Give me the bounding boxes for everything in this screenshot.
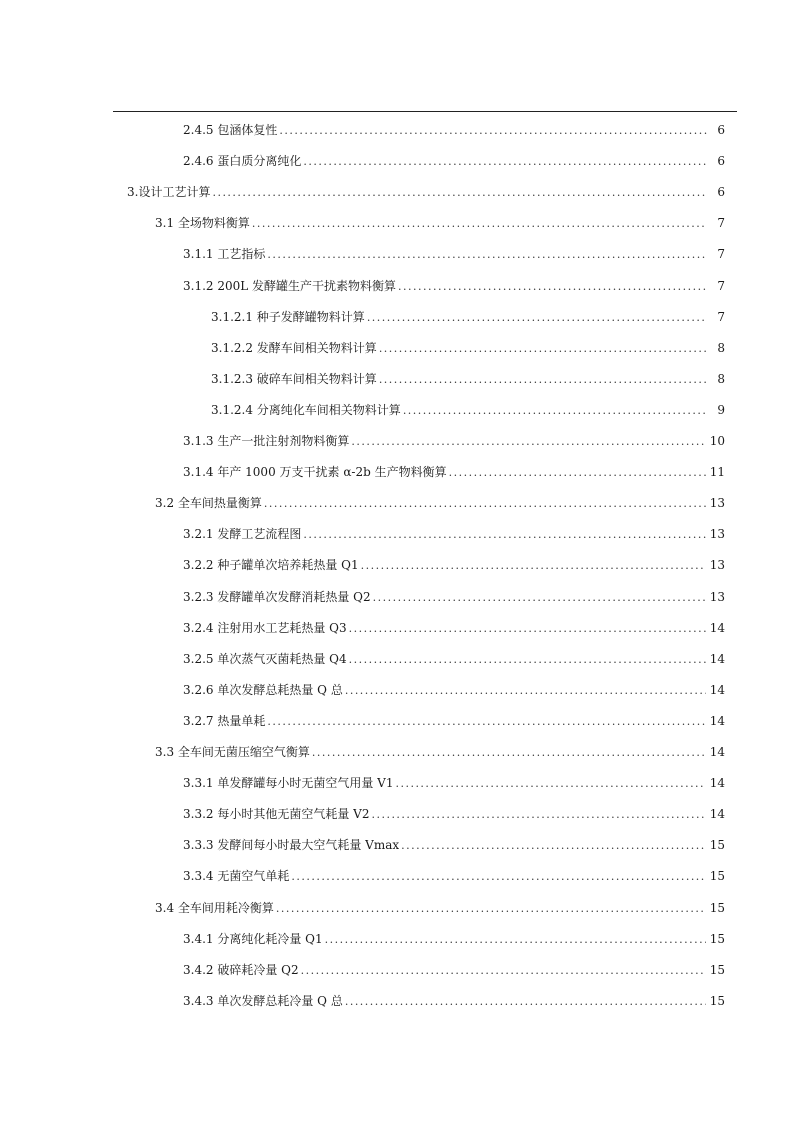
toc-page-number: 15 xyxy=(709,838,725,853)
toc-page-number: 14 xyxy=(709,745,725,759)
toc-entry[interactable] xyxy=(183,618,725,638)
toc-page-number: 10 xyxy=(709,434,725,448)
toc-page-number: 13 xyxy=(709,496,725,511)
toc-entry-label: 3.2.3 发酵罐单次发酵消耗热量 Q2 xyxy=(183,589,371,604)
toc-entry[interactable] xyxy=(183,866,725,886)
toc-dot-leader xyxy=(398,277,707,297)
toc-dot-leader xyxy=(349,619,706,639)
toc-entry-label: 3.2.7 热量单耗 xyxy=(183,713,266,728)
toc-entry-label: 3.3.1 单发酵罐每小时无菌空气用量 V1 xyxy=(183,776,394,791)
toc-dot-leader xyxy=(267,712,705,732)
toc-dot-leader xyxy=(279,121,707,141)
toc-entry[interactable] xyxy=(183,929,725,949)
toc-entry[interactable] xyxy=(183,462,725,482)
toc-entry-label: 3.设计工艺计算 xyxy=(127,185,211,200)
header-rule xyxy=(113,111,737,112)
toc-entry-label: 3.1.2.4 分离纯化车间相关物料计算 xyxy=(211,402,401,417)
toc-dot-leader xyxy=(379,339,707,359)
toc-page-number: 14 xyxy=(709,682,725,697)
toc-dot-leader xyxy=(395,774,705,794)
toc-entry[interactable] xyxy=(155,898,725,918)
toc-entry[interactable] xyxy=(211,400,725,420)
toc-entry[interactable] xyxy=(183,151,725,171)
toc-entry[interactable] xyxy=(155,213,725,233)
toc-page-number: 7 xyxy=(717,216,725,231)
toc-entry-label: 3.2.4 注射用水工艺耗热量 Q3 xyxy=(183,620,347,635)
toc-entry[interactable] xyxy=(211,307,725,327)
toc-entry-label: 2.4.6 蛋白质分离纯化 xyxy=(183,154,302,169)
toc-entry-label: 3.3 全车间无菌压缩空气衡算 xyxy=(155,745,310,759)
toc-page-number: 7 xyxy=(717,309,725,324)
toc-entry[interactable] xyxy=(211,338,725,358)
toc-page-number: 15 xyxy=(709,900,725,915)
toc-page-number: 15 xyxy=(709,869,725,884)
toc-entry-label: 3.4.1 分离纯化耗冷量 Q1 xyxy=(183,931,323,946)
toc-entry[interactable] xyxy=(183,276,725,296)
toc-page-number: 6 xyxy=(717,185,725,200)
toc-dot-leader xyxy=(345,992,706,1012)
toc-entry-label: 3.4 全车间用耗冷衡算 xyxy=(155,900,274,915)
toc-page-number: 7 xyxy=(717,278,725,293)
toc-page-number: 6 xyxy=(717,123,725,137)
toc-entry[interactable] xyxy=(155,742,725,762)
toc-dot-leader xyxy=(367,308,707,328)
toc-dot-leader xyxy=(267,245,707,265)
toc-dot-leader xyxy=(401,836,706,856)
toc-page-number: 8 xyxy=(717,340,725,355)
toc-page-number: 15 xyxy=(709,931,725,946)
toc-entry-label: 3.2.5 单次蒸气灭菌耗热量 Q4 xyxy=(183,651,347,666)
toc-page-number: 14 xyxy=(709,651,725,666)
toc-entry[interactable] xyxy=(183,835,725,855)
toc-dot-leader xyxy=(449,463,706,483)
toc-entry[interactable] xyxy=(183,680,725,700)
toc-page-number: 8 xyxy=(717,371,725,386)
toc-dot-leader xyxy=(303,525,705,545)
toc-entry-label: 3.2.6 单次发酵总耗热量 Q 总 xyxy=(183,682,343,697)
toc-entry[interactable] xyxy=(183,991,725,1011)
toc-dot-leader xyxy=(276,899,706,919)
toc-entry[interactable] xyxy=(183,244,725,264)
toc-entry-label: 3.1 全场物料衡算 xyxy=(155,216,250,231)
toc-entry-label: 3.4.3 单次发酵总耗冷量 Q 总 xyxy=(183,993,343,1008)
toc-entry-label: 3.1.2.2 发酵车间相关物料计算 xyxy=(211,340,377,355)
toc-page-number: 14 xyxy=(709,776,725,791)
toc-entry[interactable] xyxy=(183,555,725,575)
toc-page-number: 14 xyxy=(709,807,725,822)
toc-entry[interactable] xyxy=(183,804,725,824)
toc-entry-label: 3.1.2 200L 发酵罐生产干扰素物料衡算 xyxy=(183,278,397,293)
toc-entry[interactable] xyxy=(183,773,725,793)
toc-page-number: 15 xyxy=(709,993,725,1008)
toc-page-number: 13 xyxy=(709,558,725,573)
toc-entry[interactable] xyxy=(155,493,725,513)
toc-dot-leader xyxy=(303,152,707,172)
toc-page-number: 6 xyxy=(717,154,725,169)
toc-entry-label: 3.2 全车间热量衡算 xyxy=(155,496,262,511)
toc-page-number: 13 xyxy=(709,527,725,542)
toc-page-number: 9 xyxy=(717,402,725,417)
toc-dot-leader xyxy=(291,867,705,887)
toc-entry[interactable] xyxy=(183,587,725,607)
toc-dot-leader xyxy=(379,370,707,390)
toc-entry-label: 3.4.2 破碎耗冷量 Q2 xyxy=(183,962,299,977)
toc-entry[interactable] xyxy=(183,120,725,140)
toc-page-number: 14 xyxy=(709,713,725,728)
toc-dot-leader xyxy=(373,588,706,608)
toc-entry-label: 3.2.1 发酵工艺流程图 xyxy=(183,527,302,542)
toc-entry-label: 3.1.1 工艺指标 xyxy=(183,247,266,262)
toc-entry-label: 2.4.5 包涵体复性 xyxy=(183,123,278,137)
toc-entry-label: 3.2.2 种子罐单次培养耗热量 Q1 xyxy=(183,558,359,573)
toc-entry-label: 3.3.4 无菌空气单耗 xyxy=(183,869,290,884)
toc-dot-leader xyxy=(301,961,706,981)
toc-dot-leader xyxy=(312,743,706,763)
toc-dot-leader xyxy=(252,214,707,234)
toc-dot-leader xyxy=(325,930,706,950)
toc-dot-leader xyxy=(264,494,706,514)
toc-page-number: 7 xyxy=(717,247,725,262)
toc-entry-label: 3.1.3 生产一批注射剂物料衡算 xyxy=(183,434,350,448)
toc-dot-leader xyxy=(212,183,707,203)
toc-page-number: 11 xyxy=(709,465,725,480)
toc-entry-label: 3.3.3 发酵间每小时最大空气耗量 Vmax xyxy=(183,838,400,853)
toc-entry[interactable] xyxy=(211,369,725,389)
toc-entry[interactable] xyxy=(183,960,725,980)
toc-page-number: 15 xyxy=(709,962,725,977)
toc-page-number: 13 xyxy=(709,589,725,604)
toc-entry-label: 3.1.2.3 破碎车间相关物料计算 xyxy=(211,371,377,386)
toc-entry-label: 3.3.2 每小时其他无菌空气耗量 V2 xyxy=(183,807,370,822)
toc-entry[interactable] xyxy=(183,649,725,669)
toc-dot-leader xyxy=(403,401,707,421)
toc-page-number: 14 xyxy=(709,620,725,635)
toc-dot-leader xyxy=(361,556,706,576)
toc-entry-label: 3.1.2.1 种子发酵罐物料计算 xyxy=(211,309,365,324)
toc-entry[interactable] xyxy=(183,431,725,451)
toc-dot-leader xyxy=(349,650,706,670)
toc-dot-leader xyxy=(371,805,705,825)
toc-dot-leader xyxy=(345,681,706,701)
toc-entry[interactable] xyxy=(183,524,725,544)
toc-entry[interactable] xyxy=(127,182,725,202)
toc-dot-leader xyxy=(351,432,705,452)
toc-entry-label: 3.1.4 年产 1000 万支干扰素 α-2b 生产物料衡算 xyxy=(183,465,447,480)
toc-entry[interactable] xyxy=(183,711,725,731)
